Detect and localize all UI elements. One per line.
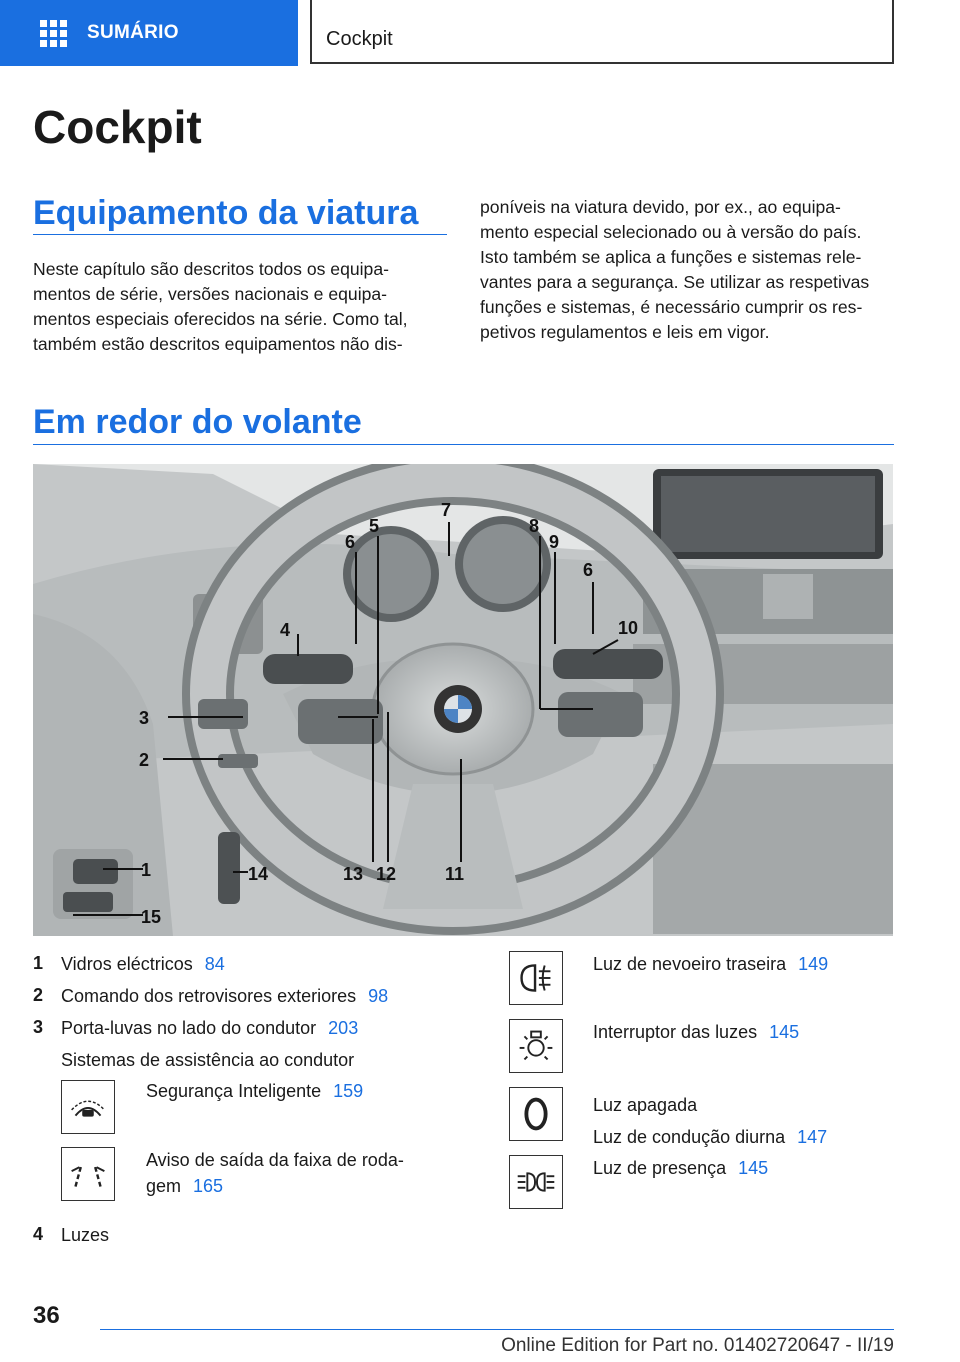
callout-label: 11 [445,864,465,884]
text-line: mentos especiais oferecidos na série. Como tal, [33,309,408,329]
item-text: Luz de condução diurna [593,1127,786,1147]
footer-rule [100,1329,894,1330]
item-text: Luz de presença [593,1158,727,1178]
page-ref-link[interactable]: 203 [328,1018,359,1038]
item-text: Interruptor das luzes [593,1022,758,1042]
callout-label: 3 [139,708,150,728]
callout-label: 9 [549,532,560,552]
callout-label: 4 [280,620,291,640]
item-text: Segurança Inteligente [146,1081,322,1101]
page-ref-link[interactable]: 84 [204,954,225,974]
item-text: gem [146,1176,182,1196]
callout-label: 10 [618,618,639,638]
list-item [146,1080,363,1102]
callout-label: 7 [441,500,452,520]
parking-light-icon [509,1155,563,1209]
callout-label: 1 [141,860,152,880]
callout-label: 8 [529,516,540,536]
zero-position-icon [509,1087,563,1141]
text-line: mento especial selecionado ou à versão do país. [480,222,862,242]
text-line: Isto também se aplica a funções e sistemas rele‐ [480,247,862,267]
callout-label: 2 [139,750,150,770]
lane-departure-icon [61,1147,115,1201]
list-item [61,1017,358,1039]
page-ref-link[interactable]: 147 [797,1127,828,1147]
page-number: 36 [33,1302,60,1329]
text-line: poníveis na viatura devido, por ex., ao equipa‐ [480,197,841,217]
steering-wheel-heading: Em redor do volante [33,403,362,441]
equipment-heading: Equipamento da viatura [33,194,419,232]
list-number: 4 [33,1224,44,1244]
page-ref-link[interactable]: 98 [368,986,389,1006]
intro-column-1 [33,257,408,357]
item-text: Comando dos retrovisores exteriores [61,986,357,1006]
list-number: 3 [33,1017,44,1037]
intelligent-safety-icon [61,1080,115,1134]
page-ref-link[interactable]: 149 [798,954,829,974]
callout-label: 13 [343,864,364,884]
text-line: Neste capítulo são descritos todos os equipa‐ [33,259,389,279]
list-item [593,1089,827,1153]
intro-column-2 [480,195,869,345]
callout-label: 15 [141,907,162,927]
list-subheading: Sistemas de assistência ao condutor [61,1050,355,1070]
item-text: Luz apagada [593,1095,698,1115]
heading-rule [33,234,447,235]
grid-menu-icon [40,20,67,47]
callout-label: 14 [248,864,269,884]
sumario-label: SUMÁRIO [87,22,179,43]
text-line: também estão descritos equipamentos não dis‐ [33,334,403,354]
list-item [593,1157,768,1179]
page-ref-link[interactable]: 159 [333,1081,364,1101]
text-line: mentos de série, versões nacionais e equipa‐ [33,284,388,304]
page-ref-link[interactable]: 145 [769,1022,800,1042]
list-item [593,953,828,975]
callout-label: 12 [376,864,397,884]
item-text: Luz de nevoeiro traseira [593,954,787,974]
item-text: Aviso de saída da faixa de roda‐ [146,1150,404,1170]
list-item [593,1021,799,1043]
list-number: 1 [33,953,44,973]
callout-label: 5 [369,516,380,536]
section-header-title: Cockpit [326,28,393,50]
sumario-nav-button[interactable] [0,0,298,66]
rear-fog-light-icon [509,951,563,1005]
page-ref-link[interactable]: 145 [738,1158,769,1178]
text-line: funções e sistemas, é necessário cumprir os res‐ [480,297,863,317]
cockpit-drawing [33,464,893,936]
text-line: vantes para a segurança. Se utilizar as respetivas [480,272,870,292]
list-item [146,1147,404,1199]
footer-edition: Online Edition for Part no. 01402720647 - II/19 [501,1335,894,1356]
list-item [61,985,388,1007]
list-number: 2 [33,985,44,1005]
page-title: Cockpit [33,101,202,153]
cockpit-illustration [33,464,893,936]
light-switch-icon [509,1019,563,1073]
callout-label: 6 [345,532,356,552]
page-ref-link[interactable]: 165 [193,1176,224,1196]
list-item [61,953,225,975]
item-text: Porta-luvas no lado do condutor [61,1018,317,1038]
text-line: petivos regulamentos e leis em vigor. [480,322,770,342]
section-header [310,0,894,64]
list-item: Luzes [61,1225,110,1245]
callout-label: 6 [583,560,594,580]
item-text: Vidros eléctricos [61,954,193,974]
heading-rule [33,444,894,445]
